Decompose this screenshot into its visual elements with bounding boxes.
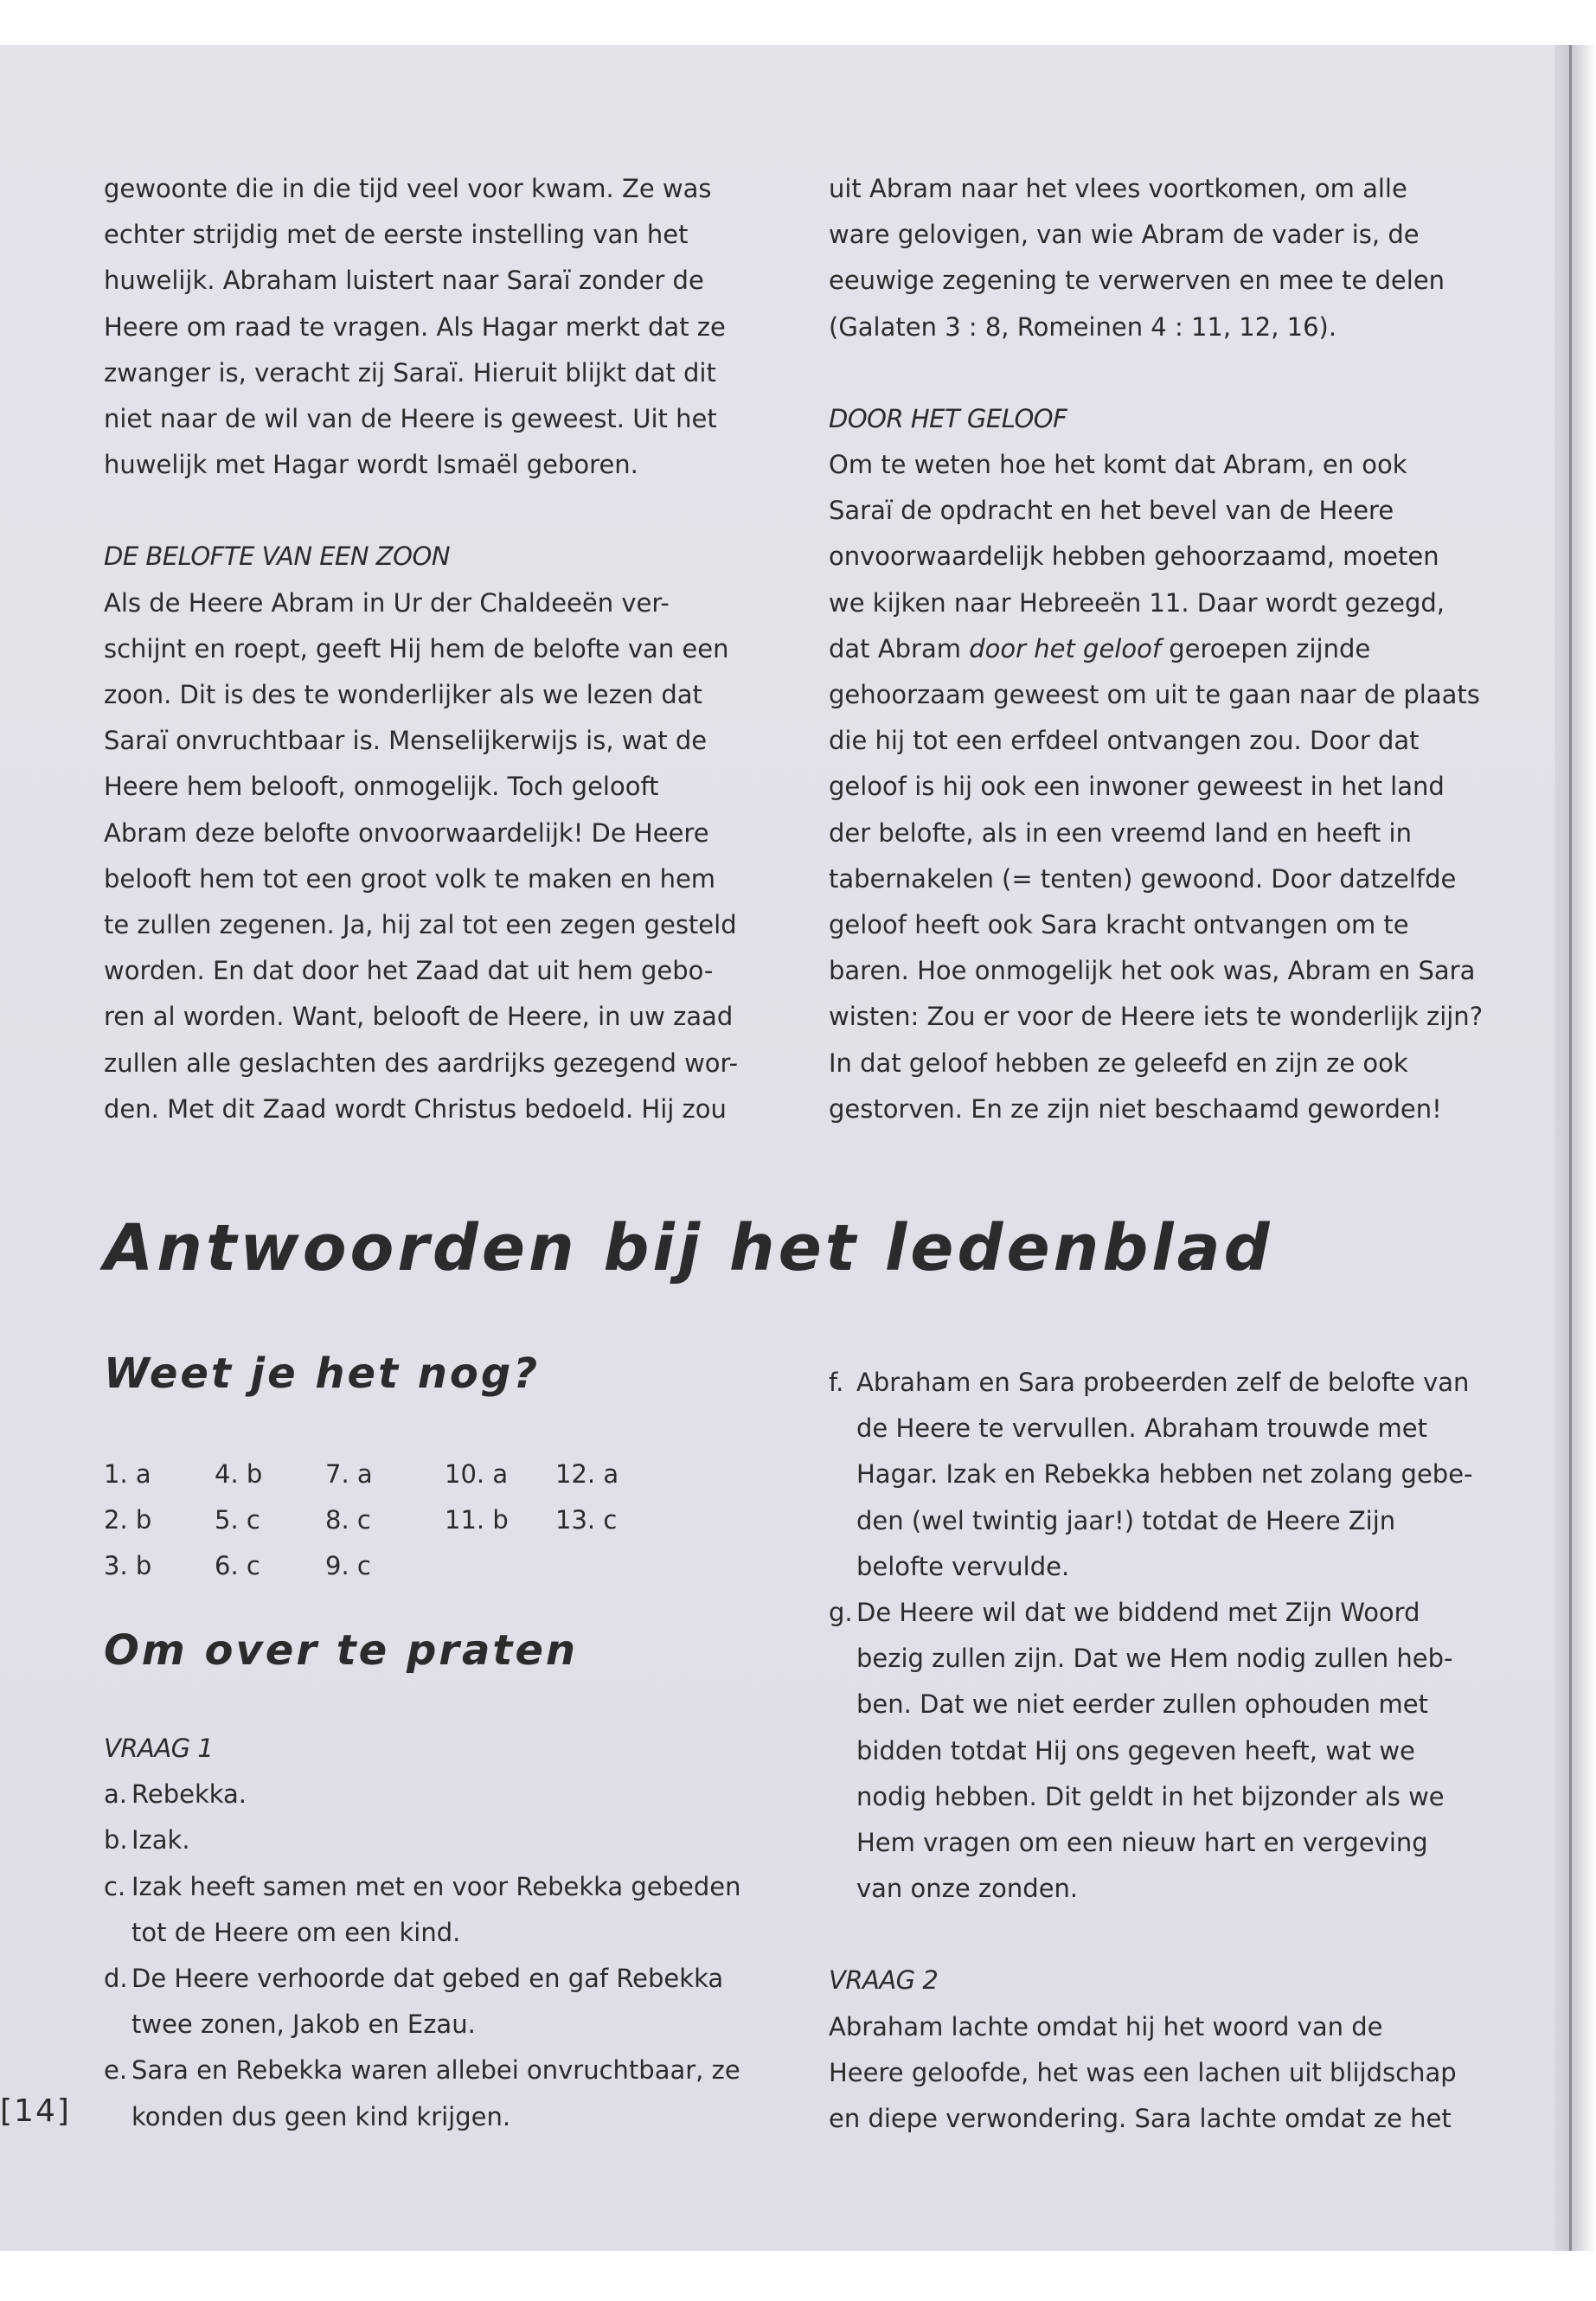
list-item: [104, 1864, 761, 1956]
text-line: worden. En dat door het Zaad dat uit hem gebo-: [104, 956, 714, 986]
list-item: [104, 1956, 761, 2048]
book-spine-shadow: [1554, 45, 1596, 2251]
text-line: twee zonen, Jakob en Ezau.: [131, 2009, 476, 2040]
text-line: Saraï de opdracht en het bevel van de Heere: [829, 496, 1394, 526]
text-line: Hem vragen om een nieuw hart en vergeving: [856, 1828, 1428, 1858]
answer-cell: 1. a: [104, 1459, 151, 1489]
answer-cell: 12. a: [555, 1459, 619, 1489]
text-line: Heere hem belooft, onmogelijk. Toch gelooft: [104, 772, 659, 802]
text-line: van onze zonden.: [856, 1874, 1079, 1904]
text-line: die hij tot een erfdeel ontvangen zou. Door dat: [829, 726, 1420, 756]
text-line-with-emphasis: [829, 626, 1486, 672]
text-line: tabernakelen (= tenten) gewoond. Door datzelfde: [829, 863, 1457, 894]
answer-cell: 10. a: [445, 1459, 509, 1489]
answer-cell: 7. a: [325, 1459, 373, 1489]
text-line: (Galaten 3 : 8, Romeinen 4 : 11, 12, 16).: [829, 311, 1337, 342]
text-line: den. Met dit Zaad wordt Christus bedoeld. Hij zou: [104, 1093, 727, 1124]
text-line: der belofte, als in een vreemd land en heeft in: [829, 817, 1412, 848]
text-line: eeuwige zegening te verwerven en mee te delen: [829, 266, 1445, 296]
list-item-label: c.: [104, 1871, 126, 1901]
text-line: nodig hebben. Dit geldt in het bijzonder als we: [856, 1781, 1445, 1811]
vraag1-block: [104, 1726, 761, 2140]
list-item-label: d.: [104, 1964, 128, 1994]
text-line: geloof is hij ook een inwoner geweest in het land: [829, 772, 1445, 802]
text-line: ware gelovigen, van wie Abram de vader is, de: [829, 220, 1420, 250]
left-body-paragraph: [104, 580, 761, 1132]
list-item: [104, 1772, 761, 1817]
text-line: gestorven. En ze zijn niet beschaamd geworden!: [829, 1093, 1442, 1124]
answer-cell: 2. b: [104, 1505, 152, 1535]
list-item-label: f.: [829, 1368, 844, 1397]
text-line: Hagar. Izak en Rebekka hebben net zolang gebe-: [856, 1459, 1473, 1490]
text-line: baren. Hoe onmogelijk het ook was, Abram en Sara: [829, 956, 1476, 986]
answer-cell: [445, 1543, 555, 1589]
answer-cell: 8. c: [325, 1505, 371, 1535]
text-line: geloof heeft ook Sara kracht ontvangen om te: [829, 910, 1409, 940]
text-line: ren al worden. Want, belooft de Heere, in uw zaad: [104, 1002, 734, 1032]
list-item-label: g.: [829, 1598, 853, 1628]
text-line: Izak heeft samen met en voor Rebekka gebeden: [131, 1871, 741, 1901]
text-line: Als de Heere Abram in Ur der Chaldeeën ver-: [104, 587, 670, 618]
right-column-lower: [829, 1360, 1486, 2142]
text-fragment: geroepen zijnde: [1161, 633, 1371, 663]
left-top-paragraph: [104, 166, 761, 488]
text-line: den (wel twintig jaar!) totdat de Heere Zijn: [856, 1505, 1396, 1535]
text-line: Rebekka.: [131, 1779, 247, 1810]
answer-row: [104, 1452, 666, 1497]
text-line: gehoorzaam geweest om uit te gaan naar de plaats: [829, 680, 1480, 710]
emphasis-text: door het geloof: [969, 633, 1162, 663]
text-line: Om te weten hoe het komt dat Abram, en ook: [829, 450, 1407, 480]
text-line: wisten: Zou er voor de Heere iets te wonderlijk zijn?: [829, 1002, 1484, 1032]
text-line: te zullen zegenen. Ja, hij zal tot een zegen gesteld: [104, 910, 737, 940]
text-line: Abraham en Sara probeerden zelf de belofte van: [856, 1368, 1470, 1397]
right-body-paragraph: [829, 442, 1486, 1132]
text-line: De Heere verhoorde dat gebed en gaf Rebekka: [131, 1964, 724, 1994]
section-heading-belofte: DE BELOFTE VAN EEN ZOON: [104, 542, 451, 572]
text-line: zullen alle geslachten des aardrijks gezegend wor-: [104, 1048, 739, 1078]
text-line: we kijken naar Hebreeën 11. Daar wordt gezegd,: [829, 587, 1445, 618]
text-line: zoon. Dit is des te wonderlijker als we lezen dat: [104, 680, 702, 710]
list-item-label: a.: [104, 1779, 127, 1810]
list-item: [104, 1817, 761, 1863]
text-fragment: dat Abram: [829, 633, 970, 663]
book-spine-edge: [1569, 45, 1572, 2251]
section-title-weet-je-het-nog: Weet je het nog?: [104, 1349, 541, 1398]
answer-cell: 4. b: [215, 1459, 263, 1489]
answer-cell: 11. b: [445, 1505, 509, 1535]
text-line: De Heere wil dat we biddend met Zijn Woord: [856, 1598, 1420, 1628]
text-line: Izak.: [131, 1825, 190, 1856]
right-top-paragraph: [829, 166, 1486, 350]
text-line: schijnt en roept, geeft Hij hem de belofte van een: [104, 633, 729, 663]
answer-cell: 9. c: [325, 1551, 371, 1580]
text-line: Heere geloofde, het was een lachen uit blijdschap: [829, 2057, 1457, 2087]
list-item: [104, 2048, 761, 2139]
answer-row: [104, 1497, 666, 1543]
text-line: Abram deze belofte onvoorwaardelijk! De Heere: [104, 817, 709, 848]
text-line: bezig zullen zijn. Dat we Hem nodig zullen heb-: [856, 1644, 1453, 1674]
text-line: Abraham lachte omdat hij het woord van de: [829, 2011, 1383, 2041]
text-line: huwelijk. Abraham luistert naar Saraï zonder de: [104, 266, 704, 296]
answer-grid: [104, 1452, 666, 1589]
text-line: gewoonte die in die tijd veel voor kwam. Ze was: [104, 174, 712, 203]
text-line: belofte vervulde.: [856, 1551, 1070, 1581]
page-number: [14]: [0, 2093, 71, 2129]
vraag2-heading: VRAAG 2: [829, 1965, 939, 1996]
vraag2-paragraph: [829, 2004, 1486, 2143]
list-item-label: b.: [104, 1825, 128, 1856]
answer-cell: 13. c: [555, 1505, 618, 1535]
text-line: belooft hem tot een groot volk te maken en hem: [104, 863, 716, 894]
answer-cell: 3. b: [104, 1551, 152, 1580]
answer-cell: 5. c: [215, 1505, 260, 1535]
text-line: zwanger is, veracht zij Saraï. Hieruit blijkt dat dit: [104, 357, 716, 388]
text-line: echter strijdig met de eerste instelling van het: [104, 220, 689, 250]
answer-cell: 6. c: [215, 1551, 260, 1580]
vraag1-heading: VRAAG 1: [104, 1734, 214, 1763]
text-line: uit Abram naar het vlees voortkomen, om alle: [829, 174, 1407, 203]
answer-row: [104, 1543, 666, 1589]
text-line: huwelijk met Hagar wordt Ismaël geboren.: [104, 450, 638, 480]
text-line: Sara en Rebekka waren allebei onvruchtbaar, ze: [131, 2055, 740, 2086]
text-line: In dat geloof hebben ze geleefd en zijn ze ook: [829, 1048, 1408, 1078]
list-item: [829, 1590, 1486, 1912]
list-item-label: e.: [104, 2055, 128, 2086]
text-line: de Heere te vervullen. Abraham trouwde met: [856, 1413, 1427, 1444]
text-line: bidden totdat Hij ons gegeven heeft, wat we: [856, 1735, 1415, 1766]
left-column-upper: [104, 166, 761, 1132]
section-heading-geloof: DOOR HET GELOOF: [829, 403, 1067, 433]
text-line: Heere om raad te vragen. Als Hagar merkt dat ze: [104, 311, 726, 342]
text-line: ben. Dat we niet eerder zullen ophouden met: [856, 1689, 1429, 1720]
text-line: en diepe verwondering. Sara lachte omdat ze het: [829, 2104, 1452, 2134]
list-item: [829, 1360, 1486, 1590]
text-line: onvoorwaardelijk hebben gehoorzaamd, moeten: [829, 542, 1439, 572]
right-column-upper: [829, 166, 1486, 1132]
text-line: konden dus geen kind krijgen.: [131, 2101, 511, 2131]
main-title: Antwoorden bij het ledenblad: [104, 1211, 1273, 1285]
text-line: tot de Heere om een kind.: [131, 1917, 461, 1947]
text-line: niet naar de wil van de Heere is geweest. Uit het: [104, 404, 717, 434]
section-title-om-over-te-praten: Om over te praten: [104, 1626, 579, 1675]
answer-cell: [555, 1543, 666, 1589]
text-line: Saraï onvruchtbaar is. Menselijkerwijs is, wat de: [104, 726, 708, 756]
